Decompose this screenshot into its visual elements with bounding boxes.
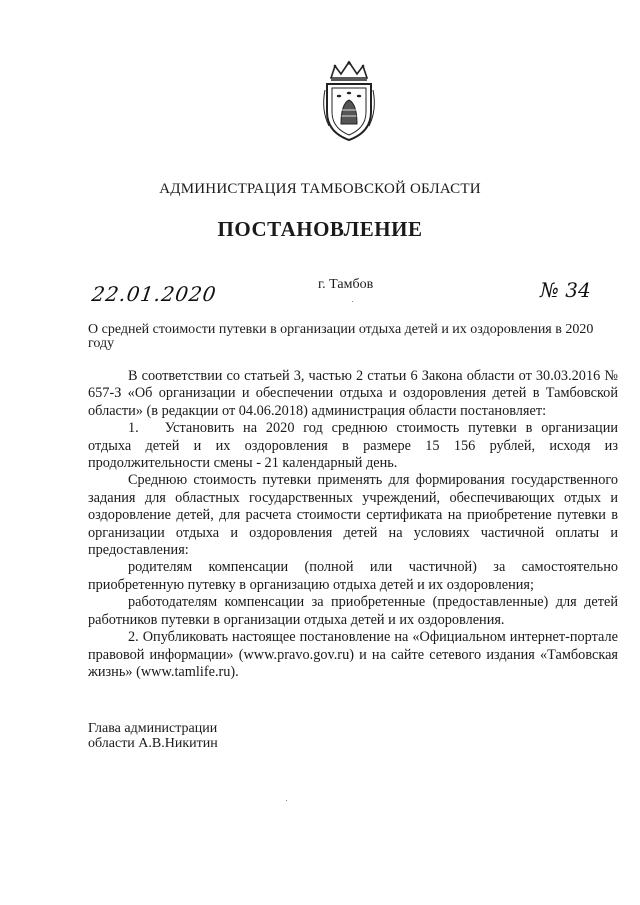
- document-date: 22.01.2020: [90, 282, 219, 306]
- item-2-paragraph: 2. Опубликовать настоящее постановление на «Официальном интернет-портале правовой информации» (www.pravo.gov.ru) и на сайте сетевого издания «Тамбовская жизнь» (www.tamlife.ru).: [88, 629, 618, 680]
- item-1-text: Установить на 2020 год среднюю стоимость путевки в организации отдыха детей и их оздоровления в размере 15 156 рублей, исходя из продолжительности смены - 21 календарный день.: [88, 420, 618, 472]
- preamble-paragraph: В соответствии со статьей 3, частью 2 статьи 6 Закона области от 30.03.2016 № 657-З «Об организации и обеспечении отдыха и оздоровления детей в Тамбовской области» (в редакции от 04.06.2018) администрация области постановляет:: [88, 368, 618, 419]
- paragraph-employers: работодателям компенсации за приобретенные (предоставленные) для детей работников путевки в организации отдыха детей и их оздоровления.: [88, 594, 618, 628]
- document-city: г. Тамбов: [318, 277, 374, 292]
- signature-block: [88, 721, 218, 751]
- document-type-heading: ПОСТАНОВЛЕНИЕ: [217, 217, 423, 241]
- organization-title: АДМИНИСТРАЦИЯ ТАМБОВСКОЙ ОБЛАСТИ: [159, 181, 481, 197]
- signature-name: области А.В.Никитин: [88, 736, 218, 751]
- document-subject: О средней стоимости путевки в организации отдыха детей и их оздоровления в 2020 году: [88, 322, 594, 351]
- item-1-paragraph: [88, 420, 618, 472]
- paragraph-parents: родителям компенсации (полной или частичной) за самостоятельно приобретенную путевку в организацию отдыха детей и их оздоровления;: [88, 559, 618, 593]
- paragraph-average-cost: Среднюю стоимость путевки применять для формирования государственного задания для областных государственных учреждений, обеспечивающих отдых и оздоровление детей, для расчета стоимости сертификата на приобретение путевки в организации отдыха и оздоровления детей на условиях частичной оплаты и предоставления:: [88, 472, 618, 559]
- document-number: № 34: [540, 278, 591, 302]
- coat-of-arms-icon: [319, 60, 379, 142]
- scan-speck: [286, 800, 287, 801]
- signature-title: Глава администрации: [88, 721, 218, 736]
- item-1-number: 1.: [128, 420, 139, 437]
- document-body: [88, 368, 618, 681]
- scan-speck: [352, 301, 353, 302]
